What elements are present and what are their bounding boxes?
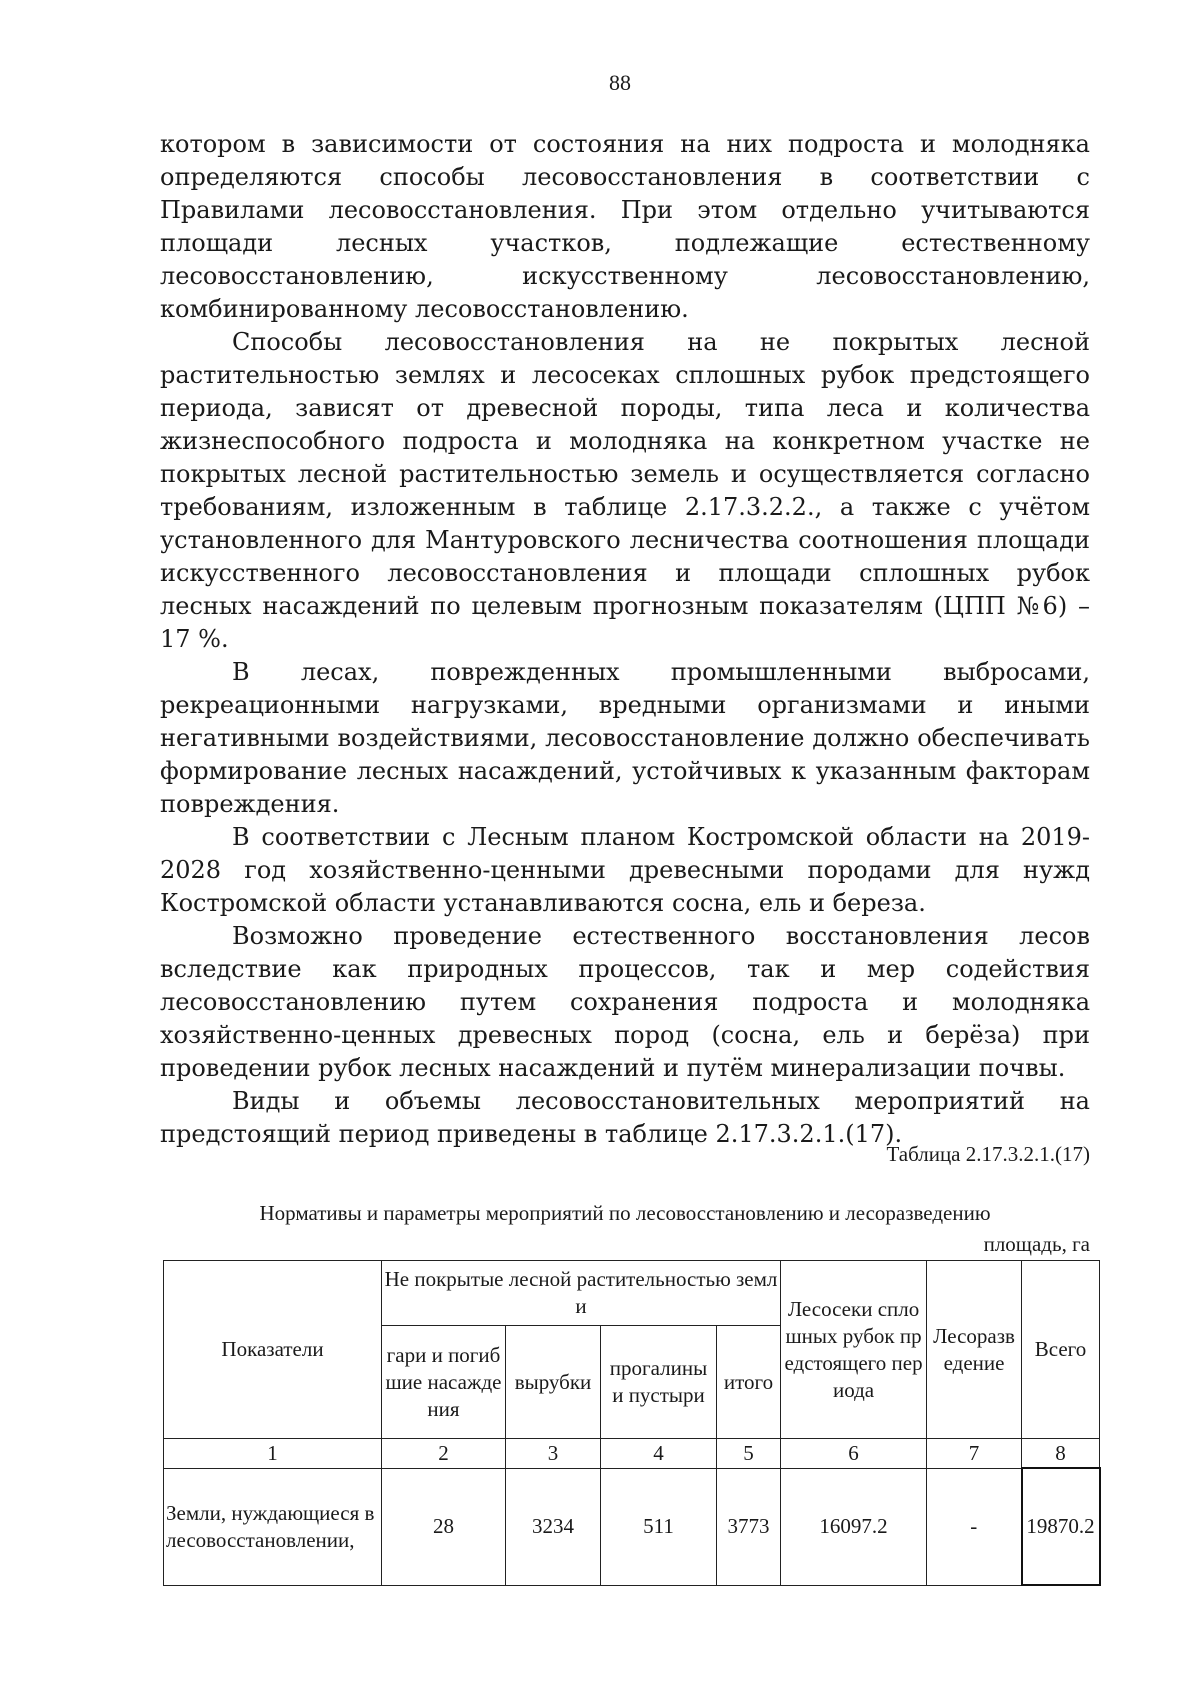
header-subtotal: итого [717, 1326, 781, 1439]
table-cell-total: 19870.2 [1022, 1468, 1100, 1585]
column-number: 5 [717, 1439, 781, 1469]
header-afforestation: Лесоразведение [927, 1261, 1022, 1439]
table-cell: 3234 [506, 1468, 601, 1585]
header-burns: гари и погибшие насаждения [382, 1326, 506, 1439]
table-cell: 3773 [717, 1468, 781, 1585]
paragraph: Виды и объемы лесовосстановительных мероприятий на предстоящий период приведены в таблице 2.17.3.2.1.(17). [160, 1087, 1090, 1148]
body-text [160, 128, 1090, 1151]
column-number: 7 [927, 1439, 1022, 1469]
table-row [164, 1468, 1100, 1585]
column-number: 3 [506, 1439, 601, 1469]
header-uncovered-group: Не покрытые лесной растительностью земли [382, 1261, 781, 1326]
table-cell: 511 [601, 1468, 717, 1585]
paragraph: В соответствии с Лесным планом Костромской области на 2019-2028 год хозяйственно-ценными древесными породами для нужд Костромской области устанавливаются сосна, ель и береза. [160, 823, 1090, 917]
column-number: 8 [1022, 1439, 1100, 1469]
paragraph: Способы лесовосстановления на не покрытых лесной растительностью землях и лесосеках сплошных рубок предстоящего периода, зависят от древесной породы, типа леса и количества жизнеспособного подроста и молодняка на конкретном участке не покрытых лесной растительностью земель и осуществляется согласно требованиям, изложенным в таблице 2.17.3.2.2., а также с учётом установленного для Мантуровского лесничества соотношения площади искусственного лесовосстановления и площади сплошных рубок лесных насаждений по целевым прогнозным показателям (ЦПП №6) – 17 %. [160, 328, 1090, 653]
header-clearcut: Лесосеки сплошных рубок предстоящего периода [781, 1261, 927, 1439]
paragraph: котором в зависимости от состояния на них подроста и молодняка определяются способы лесовосстановления в соответствии с Правилами лесовосстановления. При этом отдельно учитываются площади лесных участков, подлежащие естественному лесовосстановлению, искусственному лесовосстановлению, комбинированному лесовосстановлению. [160, 130, 1090, 323]
column-number: 4 [601, 1439, 717, 1469]
row-label: Земли, нуждающиеся в лесовосстановлении, [164, 1468, 382, 1585]
table-cell: - [927, 1468, 1022, 1585]
paragraph: Возможно проведение естественного восстановления лесов вследствие как природных процессов, так и мер содействия лесовосстановлению путем сохранения подроста и молодняка хозяйственно-ценных древесных пород (сосна, ель и берёза) при проведении рубок лесных насаждений и путём минерализации почвы. [160, 922, 1090, 1082]
column-number: 6 [781, 1439, 927, 1469]
page-number: 88 [609, 70, 631, 95]
data-table [163, 1260, 1101, 1586]
header-indicators: Показатели [164, 1261, 382, 1439]
column-number: 1 [164, 1439, 382, 1469]
header-cuttings: вырубки [506, 1326, 601, 1439]
paragraph: В лесах, поврежденных промышленными выбросами, рекреационными нагрузками, вредными организмами и иными негативными воздействиями, лесовосстановление должно обеспечивать формирование лесных насаждений, устойчивых к указанным факторам повреждения. [160, 658, 1090, 818]
table-cell: 28 [382, 1468, 506, 1585]
table-header-row [164, 1261, 1100, 1326]
header-total: Всего [1022, 1261, 1100, 1439]
table-caption: Таблица 2.17.3.2.1.(17) [886, 1142, 1090, 1166]
table-cell: 16097.2 [781, 1468, 927, 1585]
table-title: Нормативы и параметры мероприятий по лесовосстановлению и лесоразведению [259, 1201, 991, 1225]
column-number-row [164, 1439, 1100, 1469]
column-number: 2 [382, 1439, 506, 1469]
table-unit: площадь, га [983, 1232, 1090, 1256]
header-glades: прогалины и пустыри [601, 1326, 717, 1439]
